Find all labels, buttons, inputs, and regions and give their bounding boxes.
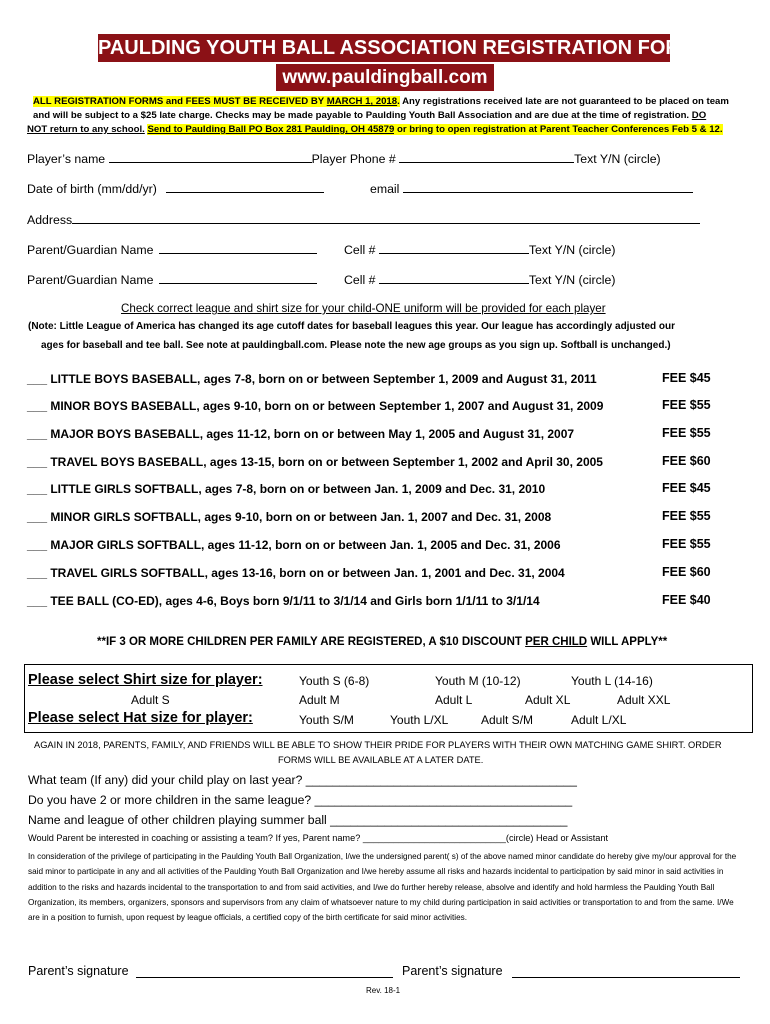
dob-label: Date of birth (mm/dd/yr): [27, 182, 157, 196]
guardian-2-row: [27, 271, 317, 287]
game-shirt-note-1: AGAIN IN 2018, PARENTS, FAMILY, AND FRIENDS WILL BE ABLE TO SHOW THEIR PRIDE FOR PLAYERS WITH THEIR OWN MATCHING GAME SHIRT. ORDER: [34, 740, 722, 750]
player-name-label: Player’s name: [27, 152, 106, 166]
notice-text: Any registrations received late are not guaranteed to be placed on team: [399, 96, 729, 107]
guardian-2-cell-row: [344, 271, 615, 287]
league-option[interactable]: ___ TRAVEL GIRLS SOFTBALL, ages 13-16, born on or between Jan. 1, 2001 and Dec. 31, 2004: [27, 566, 565, 580]
player-phone-field[interactable]: [399, 150, 574, 163]
guardian-1-cell-label: Cell #: [344, 243, 376, 257]
address-label: Address: [27, 213, 73, 227]
league-option[interactable]: ___ TRAVEL BOYS BASEBALL, ages 13-15, born on or between September 1, 2002 and April 30, 2005: [27, 455, 603, 469]
multiple-children-question[interactable]: Do you have 2 or more children in the same league? ______________________________________: [28, 793, 573, 807]
league-option[interactable]: ___ MAJOR GIRLS SOFTBALL, ages 11-12, born on or between Jan. 1, 2005 and Dec. 31, 2006: [27, 538, 561, 552]
league-heading: Check correct league and shirt size for your child-ONE uniform will be provided for each player: [121, 302, 606, 315]
coaching-question[interactable]: Would Parent be interested in coaching or assisting a team? If yes, Parent name? ____________________________(circle) Head or Assistant: [28, 833, 609, 843]
email-label: email: [370, 182, 400, 196]
league-note-2: ages for baseball and tee ball. See note at pauldingball.com. Please note the new age groups as you sign up. Softball is unchanged.): [41, 340, 671, 351]
league-option[interactable]: ___ MINOR BOYS BASEBALL, ages 9-10, born on or between September 1, 2007 and August 31, 2009: [27, 399, 604, 413]
guardian-2-field[interactable]: [159, 271, 317, 284]
guardian-1-cell-row: [344, 241, 615, 257]
player-name-field[interactable]: [109, 150, 312, 163]
league-fee: FEE $55: [662, 509, 711, 523]
notice-do: DO: [691, 110, 707, 121]
guardian-2-label: Parent/Guardian Name: [27, 273, 154, 287]
guardian-1-field[interactable]: [159, 241, 317, 254]
notice-not-return: NOT return to any school.: [27, 124, 145, 135]
league-option[interactable]: ___ LITTLE GIRLS SOFTBALL, ages 7-8, born on or between Jan. 1, 2009 and Dec. 31, 2010: [27, 482, 546, 496]
shirt-adult-s[interactable]: Adult S: [131, 693, 170, 707]
league-note-1: (Note: Little League of America has changed its age cutoff dates for baseball leagues this year. Our league has accordingly adjusted our: [28, 321, 676, 332]
shirt-adult-m[interactable]: Adult M: [299, 693, 340, 707]
league-fee: FEE $55: [662, 537, 711, 551]
email-row: [370, 180, 693, 196]
player-phone-label: Player Phone #: [311, 152, 396, 166]
guardian-1-text-yn[interactable]: Text Y/N (circle): [528, 243, 616, 257]
discount-note: [97, 636, 667, 648]
league-fee: FEE $60: [662, 565, 711, 579]
discount-post: WILL APPLY**: [590, 636, 668, 648]
league-fee: FEE $55: [662, 426, 711, 440]
revision-number: Rev. 18-1: [366, 986, 401, 995]
address-row: [27, 211, 700, 227]
discount-per-child: PER CHILD: [525, 636, 588, 648]
guardian-1-label: Parent/Guardian Name: [27, 243, 154, 257]
shirt-adult-xxl[interactable]: Adult XXL: [617, 693, 671, 707]
hat-adult-sm[interactable]: Adult S/M: [481, 713, 534, 727]
notice-line-2: [33, 108, 706, 123]
shirt-size-label: Please select Shirt size for player:: [28, 672, 263, 688]
league-fee: FEE $60: [662, 454, 711, 468]
guardian-1-row: [27, 241, 317, 257]
email-field[interactable]: [403, 180, 693, 193]
deadline-date: MARCH 1, 2018: [326, 96, 398, 107]
league-fee: FEE $45: [662, 481, 711, 495]
guardian-1-cell-field[interactable]: [379, 241, 529, 254]
player-name-row: [27, 150, 661, 166]
notice-line-3: [27, 122, 723, 137]
notice-highlight-text: ALL REGISTRATION FORMS and FEES MUST BE RECEIVED BY: [33, 96, 325, 107]
other-children-question[interactable]: Name and league of other children playing summer ball ___________________________________: [28, 813, 568, 827]
hat-size-label: Please select Hat size for player:: [28, 710, 253, 726]
notice-line-1: [33, 94, 729, 109]
league-option[interactable]: ___ LITTLE BOYS BASEBALL, ages 7-8, born on or between September 1, 2009 and August 31, 2011: [27, 372, 597, 386]
parent-signature-line-1[interactable]: [136, 977, 393, 978]
league-fee: FEE $45: [662, 371, 711, 385]
notice-line-3-end: or bring to open registration at Parent Teacher Conferences Feb 5 & 12.: [397, 124, 723, 135]
shirt-adult-l[interactable]: Adult L: [435, 693, 473, 707]
parent-signature-line-2[interactable]: [512, 977, 740, 978]
league-fee: FEE $55: [662, 398, 711, 412]
dob-field[interactable]: [166, 180, 324, 193]
league-fee: FEE $40: [662, 593, 711, 607]
hat-youth-lxl[interactable]: Youth L/XL: [390, 713, 449, 727]
game-shirt-note-2: FORMS WILL BE AVAILABLE AT A LATER DATE.: [278, 755, 484, 765]
last-year-team-question[interactable]: What team (If any) did your child play on last year? ________________________________________: [28, 773, 577, 787]
guardian-2-cell-field[interactable]: [379, 271, 529, 284]
discount-pre: **IF 3 OR MORE CHILDREN PER FAMILY ARE REGISTERED, A $10 DISCOUNT: [97, 636, 522, 648]
address-field[interactable]: [72, 211, 700, 224]
guardian-2-text-yn[interactable]: Text Y/N (circle): [528, 273, 616, 287]
notice-line-2-text: and will be subject to a $25 late charge. Checks may be made payable to Paulding Youth Ball Association and are due at the time of registration.: [33, 110, 690, 121]
guardian-2-cell-label: Cell #: [344, 273, 376, 287]
notice-period: .: [397, 96, 400, 107]
league-option[interactable]: ___ TEE BALL (CO-ED), ages 4-6, Boys born 9/1/11 to 3/1/14 and Girls born 1/1/11 to 3/1/14: [27, 594, 540, 608]
hat-youth-sm[interactable]: Youth S/M: [299, 713, 354, 727]
mailing-address: Send to Paulding Ball PO Box 281 Paulding, OH 45879: [147, 124, 395, 135]
shirt-adult-xl[interactable]: Adult XL: [525, 693, 571, 707]
website-link[interactable]: www.pauldingball.com: [276, 64, 494, 91]
deadline-highlight: [33, 96, 400, 107]
shirt-youth-s[interactable]: Youth S (6-8): [299, 674, 370, 688]
form-title: PAULDING YOUTH BALL ASSOCIATION REGISTRATION FORM: [98, 34, 670, 62]
shirt-youth-m[interactable]: Youth M (10-12): [435, 674, 521, 688]
player-text-yn[interactable]: Text Y/N (circle): [574, 152, 661, 166]
league-option[interactable]: ___ MAJOR BOYS BASEBALL, ages 11-12, born on or between May 1, 2005 and August 31, 2007: [27, 427, 575, 441]
league-option[interactable]: ___ MINOR GIRLS SOFTBALL, ages 9-10, born on or between Jan. 1, 2007 and Dec. 31, 2008: [27, 510, 552, 524]
hat-adult-lxl[interactable]: Adult L/XL: [571, 713, 627, 727]
parent-signature-label-1: Parent’s signature: [28, 964, 129, 978]
dob-row: [27, 180, 324, 196]
parent-signature-label-2: Parent’s signature: [402, 964, 503, 978]
shirt-youth-l[interactable]: Youth L (14-16): [571, 674, 653, 688]
liability-waiver: In consideration of the privilege of participating in the Paulding Youth Ball Organization, I/we the undersigned parent( s) of the above named minor candidate do hereby give my/our approval for the said minor to participate in any and all activities of the Paulding Youth Ball Organization and I/we hereby assume all risks and hazards incidental to participation by said minor in said activities in addition to the risks and hazards incidental to the transportation to and from said activities, and I/we do further hereby release, absolve and identify and hold harmless the Paulding Youth Ball Organization, its members, organizers, sponsors and supervisors from any claim of whatsoever nature to my child during participation in said activities or transportation to and from the same. I/We are in a position to furnish, upon request by league officials, a certified copy of the birth certificate for said minor activities.: [28, 852, 737, 923]
